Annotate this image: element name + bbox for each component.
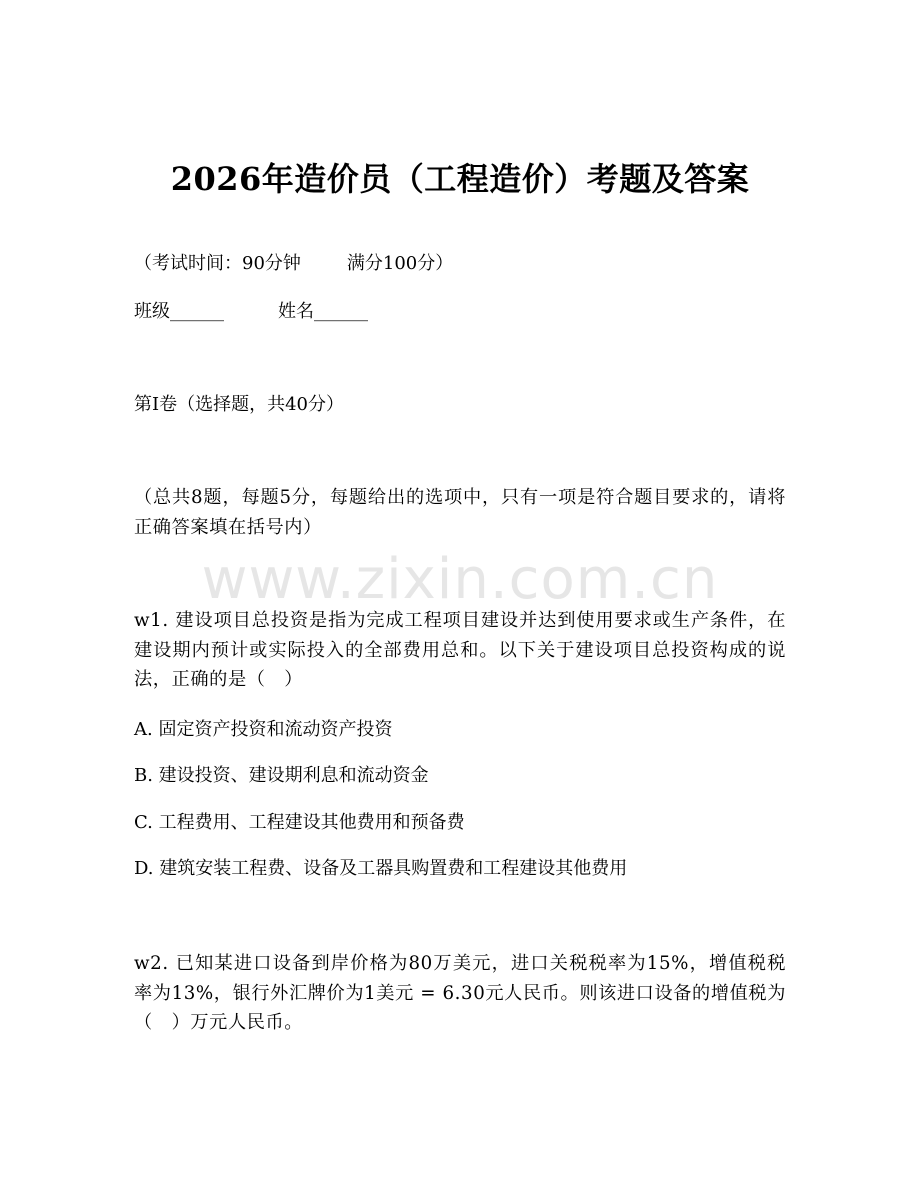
page-title: 2026年造价员（工程造价）考题及答案 bbox=[170, 160, 750, 198]
student-info-line bbox=[134, 300, 368, 324]
question-1-option-b: B. 建设投资、建设期利息和流动资金 bbox=[134, 765, 429, 786]
class-field-label: 班级______ bbox=[134, 301, 224, 322]
question-1-option-c: C. 工程费用、工程建设其他费用和预备费 bbox=[134, 812, 465, 833]
instructions: （总共8题，每题5分，每题给出的选项中，只有一项是符合题目要求的，请将正确答案填在括号内） bbox=[134, 487, 786, 538]
question-1-stem: w1. 建设项目总投资是指为完成工程项目建设并达到使用要求或生产条件，在建设期内预计或实际投入的全部费用总和。以下关于建设项目总投资构成的说法，正确的是（ ） bbox=[134, 610, 786, 690]
section-heading: 第I卷（选择题，共40分） bbox=[134, 394, 345, 415]
full-score: 满分100分） bbox=[346, 253, 454, 274]
question-1-option-a: A. 固定资产投资和流动资产投资 bbox=[134, 719, 393, 740]
watermark: www.zixin.com.cn bbox=[201, 547, 719, 612]
exam-info-line bbox=[134, 252, 453, 276]
name-field-label: 姓名______ bbox=[278, 301, 368, 322]
question-2-stem: w2. 已知某进口设备到岸价格为80万美元，进口关税税率为15%，增值税税率为13%，银行外汇牌价为1美元 = 6.30元人民币。则该进口设备的增值税为（ ）万元人民币。 bbox=[134, 953, 786, 1033]
exam-time: （考试时间：90分钟 bbox=[134, 253, 301, 274]
question-1-option-d: D. 建筑安装工程费、设备及工器具购置费和工程建设其他费用 bbox=[134, 858, 628, 879]
